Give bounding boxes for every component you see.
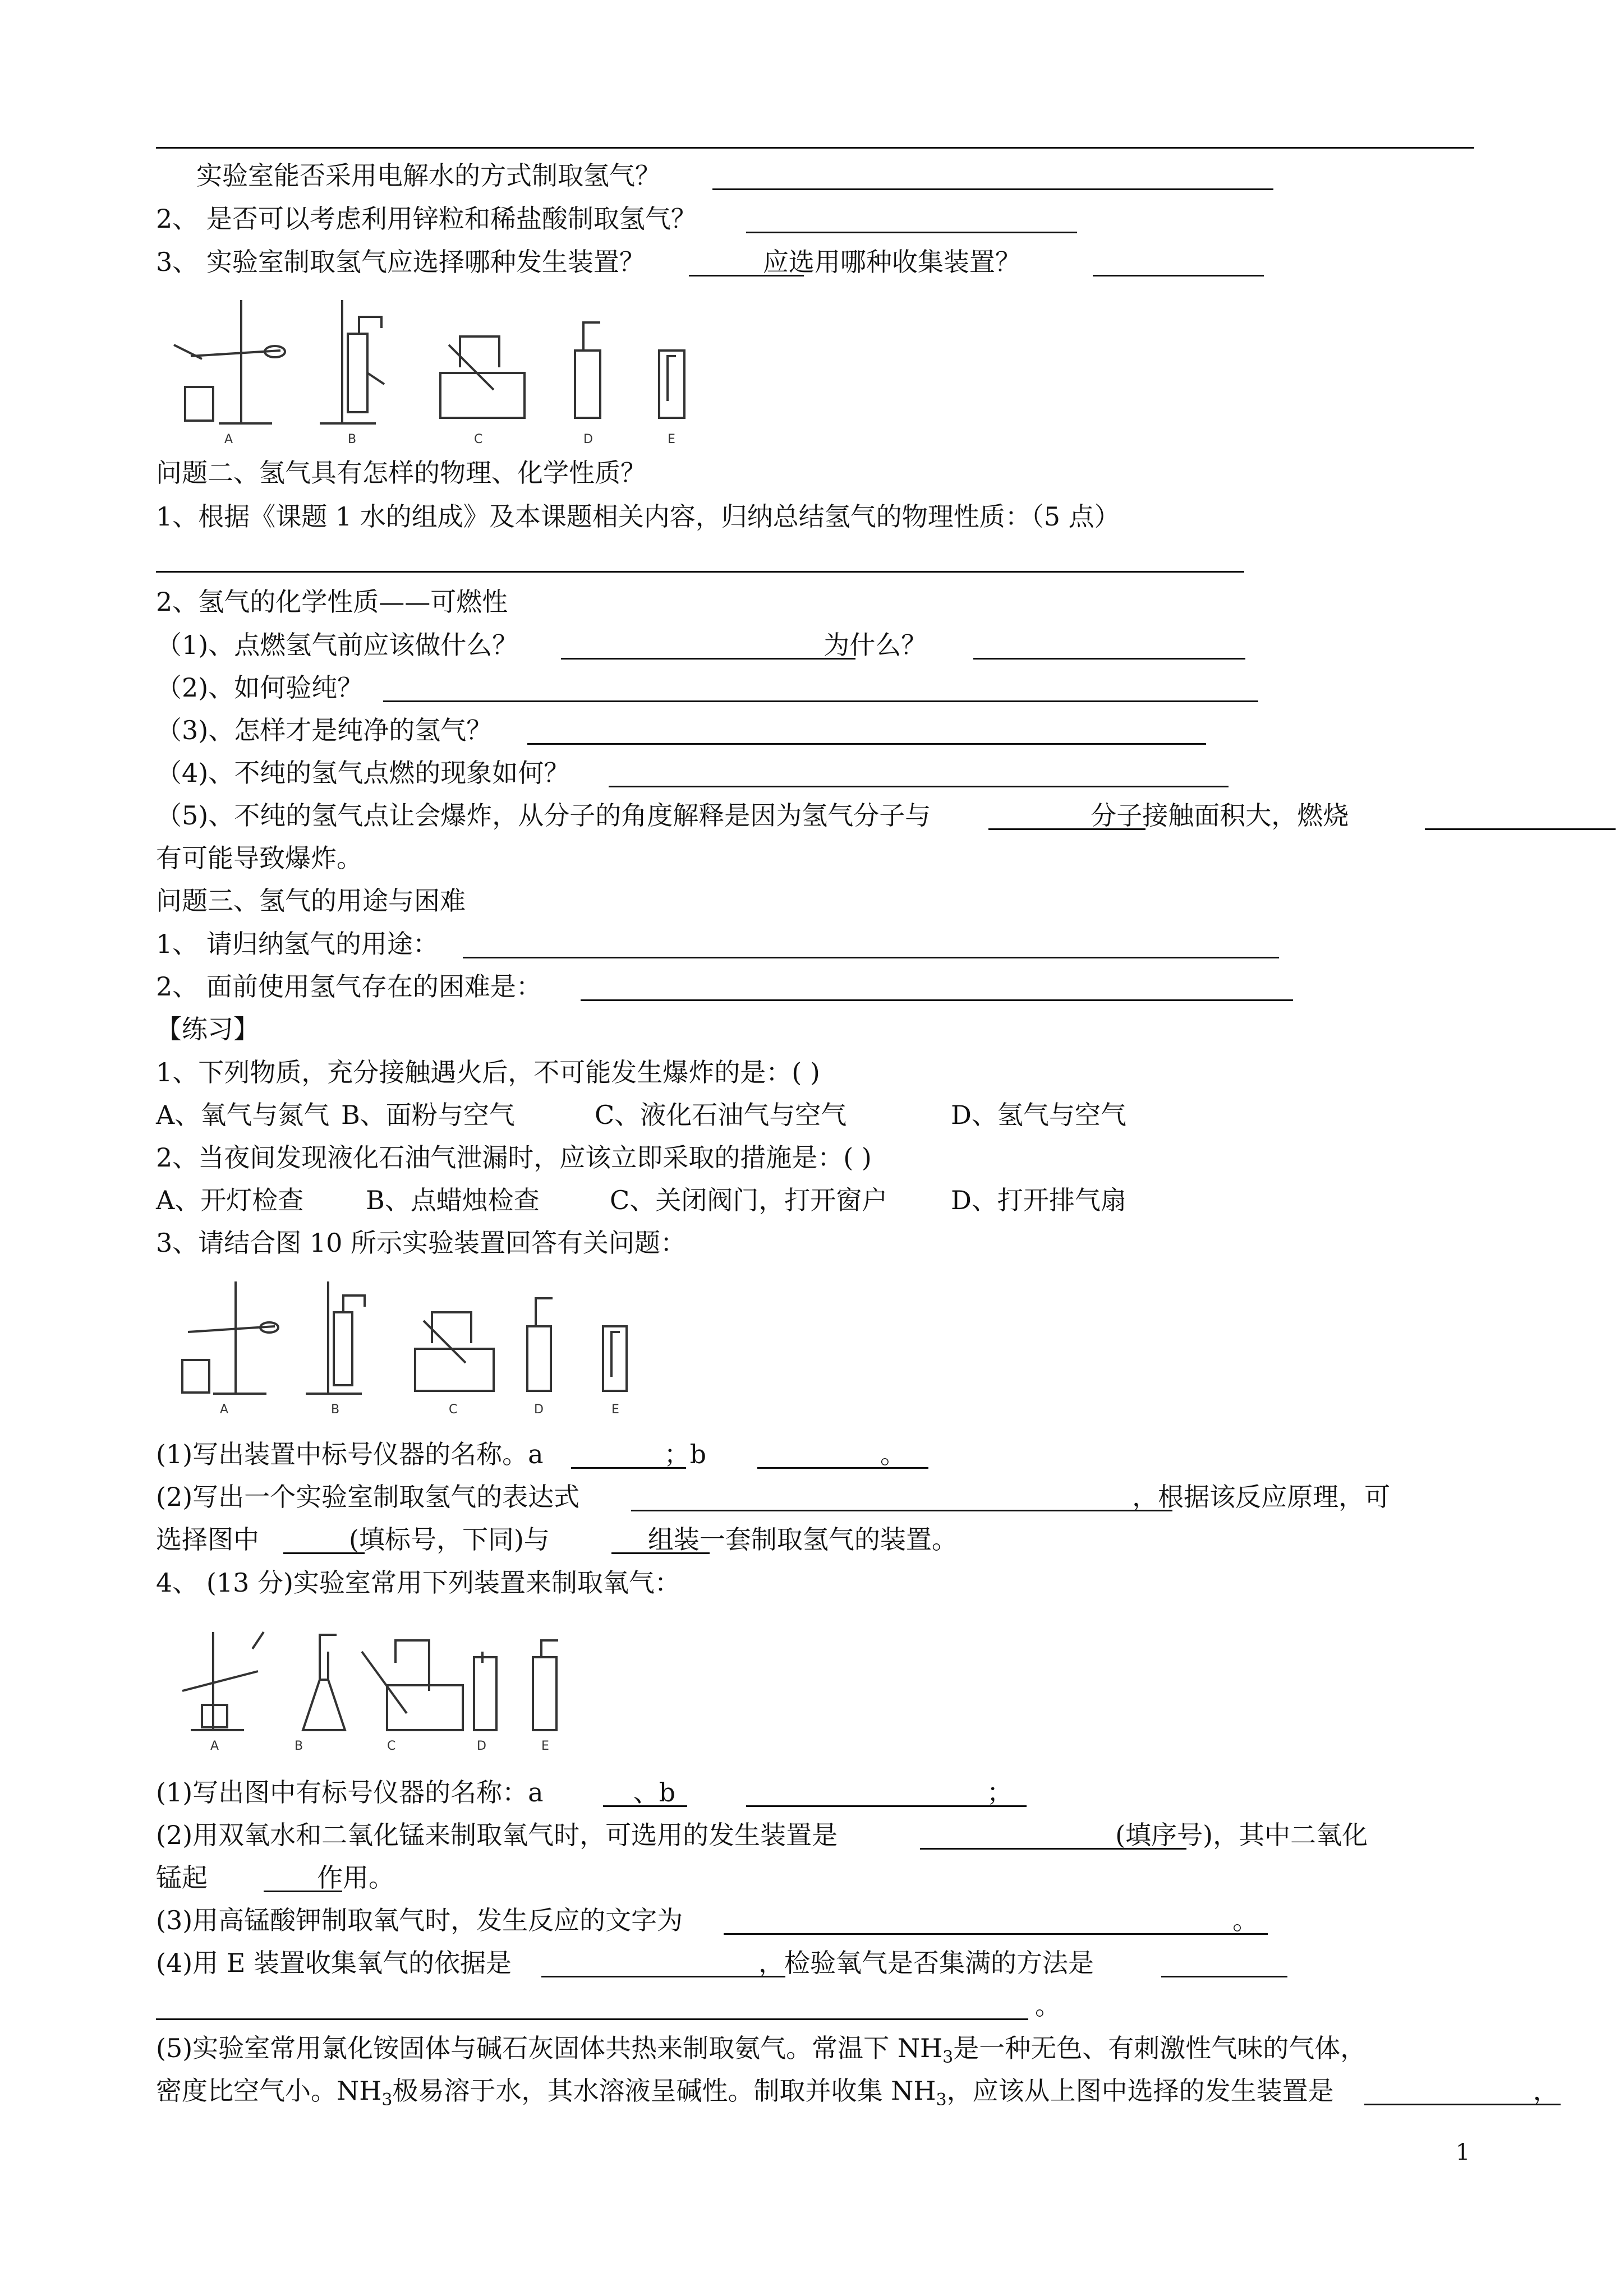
answer-blank[interactable] (631, 1510, 1172, 1511)
figure-label-E: E (541, 1739, 549, 1753)
practice-q4-2-cont: 锰起 作用。 (156, 1862, 394, 1893)
section-3-title: 问题三、氢气的用途与困难 (156, 886, 466, 916)
practice-q1-option-C[interactable]: C、液化石油气与空气 (595, 1100, 847, 1130)
practice-q1-option-B[interactable]: B、面粉与空气 (341, 1100, 515, 1130)
section-2-s1: （1)、点燃氢气前应该做什么？ 为什么？ (156, 630, 927, 660)
apparatus-figure-3 (160, 1618, 578, 1755)
figure-label-C: C (474, 432, 483, 446)
answer-blank[interactable] (1425, 828, 1616, 830)
answer-blank[interactable] (561, 658, 855, 660)
practice-q1: 1、下列物质，充分接触遇火后，不可能发生爆炸的是：( ) (156, 1057, 820, 1087)
practice-q1-option-A[interactable]: A、氧气与氮气 (156, 1100, 330, 1130)
answer-blank[interactable] (156, 571, 1244, 573)
practice-q4-5-cont: 密度比空气小。$NH_3$极易溶于水，其水溶液呈碱性。制取并收集 $NH_3$，应该从上图中选择的发生装置是 ， (156, 2076, 1559, 2110)
answer-blank[interactable] (1364, 2104, 1561, 2105)
figure-label-B: B (331, 1403, 340, 1417)
apparatus-figure-2 (168, 1270, 651, 1419)
answer-blank[interactable] (611, 1552, 710, 1554)
answer-blank[interactable] (1093, 275, 1264, 276)
practice-q4-3: (3)用高锰酸钾制取氧气时，发生反应的文字为 。 (156, 1905, 1259, 1935)
answer-blank[interactable] (988, 828, 1145, 830)
section-2-s3: （3)、怎样才是纯净的氢气？ (156, 715, 493, 745)
answer-blank[interactable] (603, 1805, 687, 1807)
practice-q3-1: (1)写出装置中标号仪器的名称。a ；b 。 (156, 1439, 907, 1469)
section-2-p2: 2、氢气的化学性质——可燃性 (156, 587, 508, 617)
question-1: 实验室能否采用电解水的方式制取氢气？ (196, 160, 661, 191)
answer-blank[interactable] (724, 1933, 1268, 1935)
answer-blank[interactable] (463, 957, 1279, 958)
question-2: 2、 是否可以考虑利用锌粒和稀盐酸制取氢气？ (156, 204, 697, 234)
section-2-s5: （5)、不纯的氢气点让会爆炸，从分子的角度解释是因为氢气分子与 分子接触面积大，燃烧 (156, 800, 1349, 831)
answer-blank[interactable] (383, 700, 1258, 702)
question-3: 3、 实验室制取氢气应选择哪种发生装置？ 应选用哪种收集装置？ (156, 247, 1021, 277)
answer-blank[interactable] (527, 743, 1206, 745)
answer-blank[interactable] (757, 1467, 928, 1469)
practice-q4-4: (4)用 E 装置收集氧气的依据是 ，检验氧气是否集满的方法是 (156, 1948, 1094, 1978)
practice-q4-4-end: 。 (1035, 1990, 1061, 2021)
answer-blank[interactable] (156, 2018, 1028, 2020)
answer-blank[interactable] (1161, 1976, 1287, 1977)
practice-q3-2: (2)写出一个实验室制取氢气的表达式 ，根据该反应原理，可 (156, 1482, 1391, 1512)
practice-q4: 4、 (13 分)实验室常用下列装置来制取氧气： (156, 1567, 680, 1598)
answer-blank[interactable] (746, 1805, 1027, 1807)
section-2-title: 问题二、氢气具有怎样的物理、化学性质？ (156, 458, 646, 488)
practice-q2-option-A[interactable]: A、开灯检查 (156, 1185, 304, 1215)
figure-label-C: C (387, 1739, 396, 1753)
figure-label-D: D (583, 432, 593, 446)
section-2-s4: （4)、不纯的氢气点燃的现象如何？ (156, 758, 570, 788)
figure-label-D: D (477, 1739, 486, 1753)
section-2-s5-cont: 有可能导致爆炸。 (156, 843, 362, 873)
figure-label-A: A (210, 1739, 219, 1753)
practice-q3-2-cont: 选择图中 (填标号，下同)与 组装一套制取氢气的装置。 (156, 1524, 958, 1555)
answer-blank[interactable] (283, 1552, 365, 1554)
figure-label-E: E (668, 432, 675, 446)
answer-blank[interactable] (689, 275, 804, 276)
figure-label-A: A (224, 432, 233, 446)
header-rule (156, 147, 1474, 149)
figure-label-B: B (295, 1739, 303, 1753)
practice-q2-option-D[interactable]: D、打开排气扇 (951, 1185, 1126, 1215)
page-number: 1 (1456, 2140, 1470, 2165)
practice-q2-option-C[interactable]: C、关闭阀门，打开窗户 (610, 1185, 888, 1215)
answer-blank[interactable] (920, 1848, 1186, 1850)
answer-blank[interactable] (609, 786, 1229, 787)
practice-q4-2: (2)用双氧水和二氧化锰来制取氧气时，可选用的发生装置是 (填序号)，其中二氧化 (156, 1820, 1368, 1850)
figure-label-D: D (534, 1403, 544, 1417)
section-3-p2: 2、 面前使用氢气存在的困难是： (156, 971, 542, 1002)
figure-label-A: A (220, 1403, 229, 1417)
answer-blank[interactable] (712, 188, 1273, 190)
practice-q1-option-D[interactable]: D、氢气与空气 (951, 1100, 1126, 1130)
answer-blank[interactable] (746, 232, 1077, 233)
apparatus-figure-1 (168, 289, 707, 449)
section-2-s2: （2)、如何验纯？ (156, 672, 364, 703)
section-3-p1: 1、 请归纳氢气的用途： (156, 929, 439, 959)
practice-q3: 3、请结合图 10 所示实验装置回答有关问题： (156, 1228, 687, 1258)
practice-q4-5: (5)实验室常用氯化铵固体与碱石灰固体共热来制取氨气。常温下 $NH_3$是一种无色、有刺激性气味的气体， (156, 2033, 1367, 2067)
section-2-p1: 1、根据《课题 1 水的组成》及本课题相关内容，归纳总结氢气的物理性质：（5 点） (156, 501, 1120, 532)
figure-label-E: E (611, 1403, 619, 1417)
practice-q4-1: (1)写出图中有标号仪器的名称：a 、b ； (156, 1777, 1013, 1808)
answer-blank[interactable] (571, 1467, 686, 1469)
answer-blank[interactable] (264, 1891, 342, 1892)
answer-blank[interactable] (541, 1976, 785, 1977)
answer-blank[interactable] (581, 999, 1293, 1001)
figure-label-C: C (449, 1403, 458, 1417)
practice-q2: 2、当夜间发现液化石油气泄漏时，应该立即采取的措施是：( ) (156, 1142, 872, 1173)
practice-q2-option-B[interactable]: B、点蜡烛检查 (366, 1185, 540, 1215)
figure-label-B: B (348, 432, 357, 446)
practice-title: 【练习】 (156, 1014, 259, 1044)
answer-blank[interactable] (973, 658, 1245, 660)
